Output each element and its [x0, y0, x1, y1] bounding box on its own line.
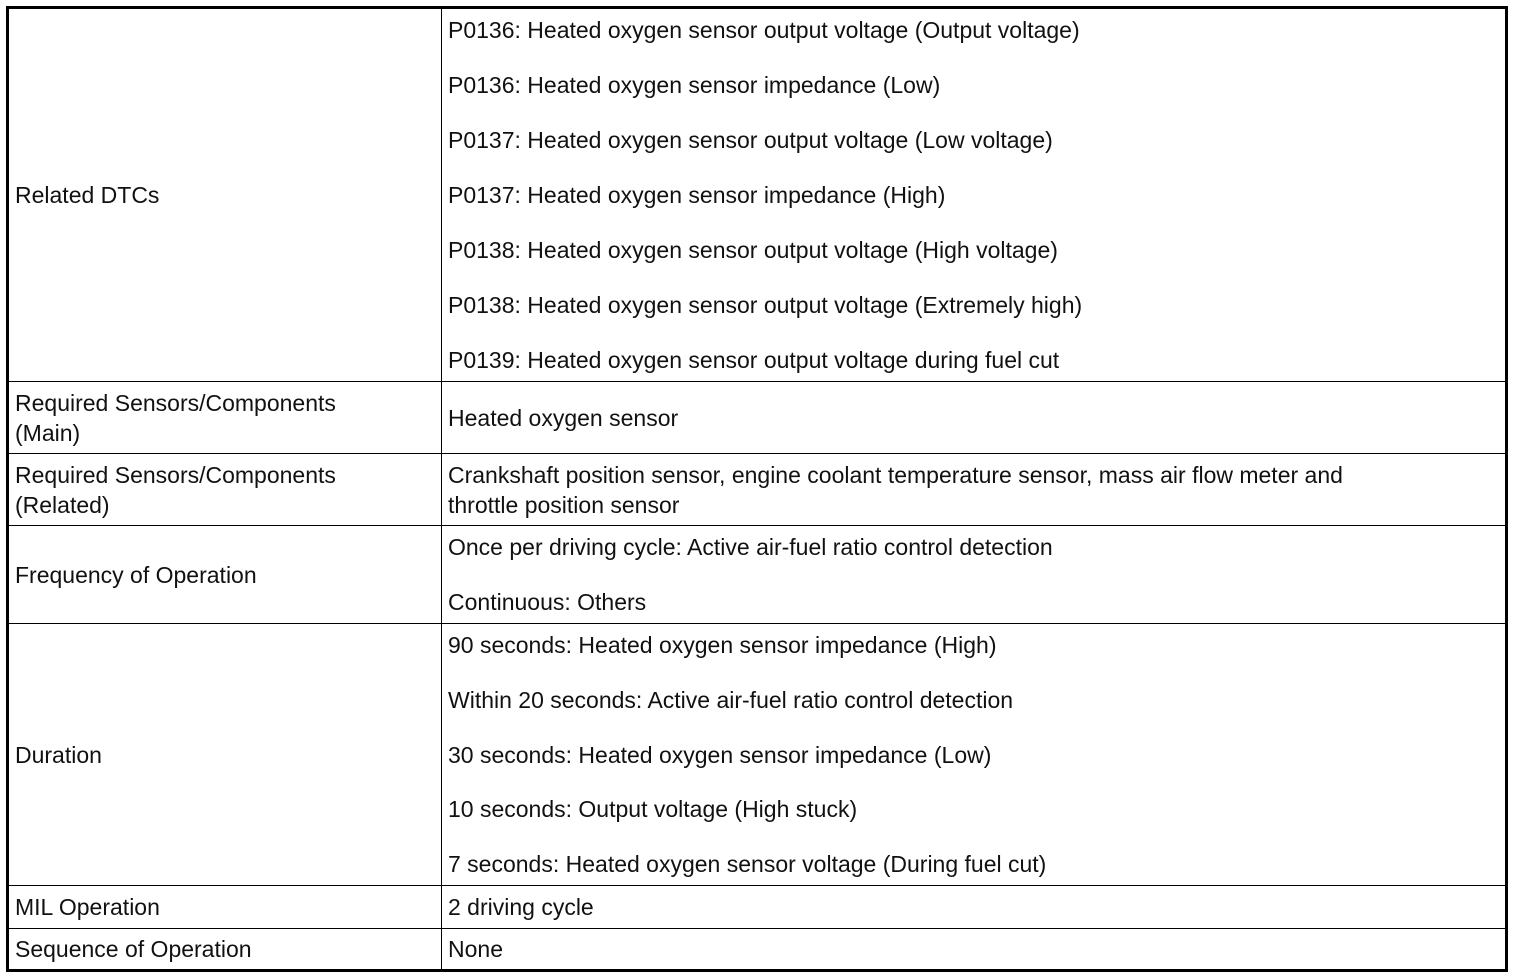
- value-line: throttle position sensor: [448, 491, 680, 518]
- monitor-description-table: [6, 6, 1508, 972]
- frequency-list: [448, 526, 1499, 623]
- row-value: [442, 624, 1507, 886]
- duration-list: [448, 624, 1499, 885]
- row-value: Heated oxygen sensor: [442, 382, 1507, 454]
- table-row: [8, 624, 1507, 886]
- table-row: [8, 886, 1507, 929]
- row-label: Sequence of Operation: [8, 929, 442, 971]
- row-label: Related DTCs: [8, 8, 442, 382]
- table-row: [8, 8, 1507, 382]
- list-item: 10 seconds: Output voltage (High stuck): [448, 796, 858, 823]
- row-label: Duration: [8, 624, 442, 886]
- list-item: P0138: Heated oxygen sensor output voltage (High voltage): [448, 237, 1058, 263]
- table-row: [8, 382, 1507, 454]
- list-item: P0137: Heated oxygen sensor impedance (High): [448, 182, 946, 208]
- related-dtcs-list: [448, 9, 1499, 381]
- list-item: Once per driving cycle: Active air-fuel ratio control detection: [448, 534, 1053, 560]
- list-item: 30 seconds: Heated oxygen sensor impedance (Low): [448, 741, 992, 768]
- label-line: (Related): [15, 491, 110, 518]
- label-line: Required Sensors/Components: [15, 461, 336, 488]
- list-item: 7 seconds: Heated oxygen sensor voltage (During fuel cut): [448, 851, 1047, 877]
- label-line: (Main): [15, 419, 81, 446]
- list-item: P0138: Heated oxygen sensor output voltage (Extremely high): [448, 292, 1083, 318]
- row-value: [442, 8, 1507, 382]
- value-line: Crankshaft position sensor, engine coolant temperature sensor, mass air flow meter and: [448, 461, 1343, 488]
- row-value: [442, 526, 1507, 624]
- list-item: P0136: Heated oxygen sensor output voltage (Output voltage): [448, 17, 1080, 43]
- list-item: 90 seconds: Heated oxygen sensor impedance (High): [448, 632, 997, 658]
- list-item: Within 20 seconds: Active air-fuel ratio control detection: [448, 686, 1014, 713]
- row-label: [8, 382, 442, 454]
- row-value: 2 driving cycle: [442, 886, 1507, 929]
- row-label: [8, 454, 442, 526]
- row-label: MIL Operation: [8, 886, 442, 929]
- table-row: [8, 526, 1507, 624]
- row-label: Frequency of Operation: [8, 526, 442, 624]
- label-line: Required Sensors/Components: [15, 389, 336, 416]
- list-item: Continuous: Others: [448, 589, 647, 615]
- table-row: [8, 454, 1507, 526]
- list-item: P0139: Heated oxygen sensor output voltage during fuel cut: [448, 347, 1060, 373]
- row-value: [442, 454, 1507, 526]
- list-item: P0136: Heated oxygen sensor impedance (Low): [448, 72, 941, 98]
- list-item: P0137: Heated oxygen sensor output voltage (Low voltage): [448, 127, 1053, 153]
- row-value: None: [442, 929, 1507, 971]
- table-row: [8, 929, 1507, 971]
